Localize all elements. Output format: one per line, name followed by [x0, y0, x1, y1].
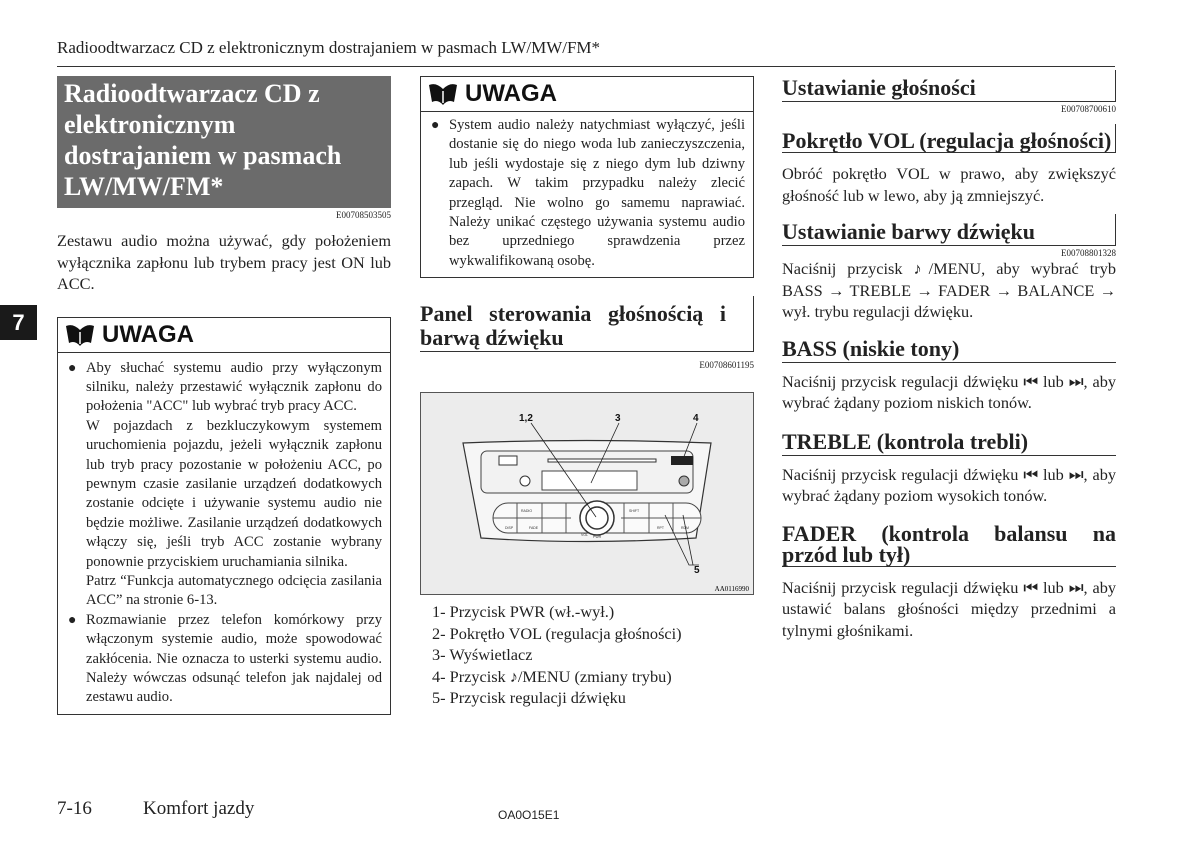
button-label: SHIFT: [629, 509, 640, 514]
legend-item: 1- Przycisk PWR (wł.-wył.): [432, 602, 615, 622]
warning-box: [420, 76, 754, 278]
warning-item: ● Aby słuchać systemu audio przy wyłączonym silniku, należy przestawić wyłącznik zapłonu do położenia "ACC" lub wybrać tryb pracy ACC. W pojazdach z bezkluczykowym systemem uruchomienia pojazdu, jeżeli wyłącznik zapłonu lub tryb pracy pozostanie w położeniu ACC, po pewnym czasie zasilanie urządzeń dodatkowych zostanie odcięte i używanie systemu audio nie będzie możliwe. Zasilanie urządzeń dodatkowych włączy się, jeśli tryb ACC zostanie wybrany ponownie przyciskiem uruchamiania silnika. Patrz “Funkcja automatycznego odcięcia zasilania ACC” na stronie 6-13.: [68, 359, 382, 611]
bullet-icon: ●: [68, 360, 77, 376]
section-heading: Ustawianie głośności: [782, 76, 1116, 102]
button-label: RADIO: [521, 509, 533, 514]
warning-label: UWAGA: [465, 80, 557, 107]
ref-code: E00708801328: [1061, 248, 1116, 258]
radio-panel-diagram: [420, 392, 754, 595]
open-book-icon: [64, 323, 96, 347]
header-rule: [57, 66, 1115, 67]
running-header: Radioodtwarzacz CD z elektronicznym dostrajaniem w pasmach LW/MW/FM*: [57, 38, 601, 57]
ref-code: E00708503505: [336, 210, 391, 220]
button-label: RDM: [681, 526, 689, 531]
paragraph: Naciśnij przycisk ♪/MENU, aby wybrać tryb BASS → TREBLE → FADER → BALANCE → wył. trybu regulacji dźwięku.: [782, 259, 1116, 321]
ref-code: E00708601195: [699, 360, 754, 371]
button-label: VOL: [581, 533, 589, 538]
paragraph: Obróć pokrętło VOL w prawo, aby zwiększyć głośność lub w lewo, aby ją zmniejszyć.: [782, 164, 1116, 205]
section-heading: TREBLE (kontrola trebli): [782, 430, 1116, 456]
section-title: Radioodtwarzacz CD z elektronicznym dostrajaniem w pasmach LW/MW/FM*: [57, 76, 391, 208]
page-number: 7-16: [57, 798, 92, 819]
section-heading: BASS (niskie tony): [782, 337, 1116, 363]
button-label: RPT: [657, 526, 664, 531]
callout-label: 1,2: [519, 413, 533, 425]
button-label: DISP: [505, 526, 514, 531]
section-heading: Pokrętło VOL (regulacja głośności): [782, 130, 1116, 153]
section-heading: Ustawianie barwy dźwięku: [782, 220, 1116, 246]
bullet-icon: ●: [68, 612, 77, 628]
callout-label: 3: [615, 413, 621, 425]
warning-header: [421, 77, 753, 112]
paragraph: Naciśnij przycisk regulacji dźwięku ⏮ lub ⏭, aby wybrać żądany poziom wysokich tonów.: [782, 464, 1116, 505]
warning-item: ● Rozmawianie przez telefon komórkowy przy włączonym systemie audio, może spowodować zakłócenia. Nie oznacza to usterki systemu audio. Należy wówczas odsunąć telefon jak najdalej od zestawu audio.: [68, 611, 382, 708]
chapter-tab: 7: [0, 305, 37, 340]
open-book-icon: [427, 82, 459, 106]
warning-label: UWAGA: [102, 320, 194, 348]
document-code: OA0O15E1: [498, 808, 560, 822]
intro-paragraph: Zestawu audio można używać, gdy położeniem wyłącznika zapłonu lub trybem pracy jest ON lub ACC.: [57, 231, 391, 293]
button-label: FADE: [529, 526, 539, 531]
paragraph: Naciśnij przycisk regulacji dźwięku ⏮ lub ⏭, aby wybrać żądany poziom niskich tonów.: [782, 371, 1116, 412]
right-column: [782, 76, 1116, 641]
warning-box: [57, 317, 391, 715]
warning-item: ● System audio należy natychmiast wyłączyć, jeśli dostanie się do niego woda lub zanieczyszczenia, lub jeśli wydostaje się z niego dym lub dziwny zapach. W takim przypadku należy zlecić przegląd. Nie wolno go samemu naprawiać. Należy unikać częstego używania systemu audio bez uprzedniego sprawdzenia przez wykwalifikowaną osobę.: [431, 116, 745, 271]
legend-item: 4- Przycisk ♪/MENU (zmiany trybu): [432, 666, 672, 686]
legend-item: 3- Wyświetlacz: [432, 645, 533, 665]
section-heading: FADER (kontrola balansu na przód lub tył): [782, 520, 1116, 567]
callout-label: 5: [694, 565, 700, 577]
legend-item: 5- Przycisk regulacji dźwięku: [432, 688, 626, 708]
middle-column: [420, 76, 754, 709]
warning-header: [58, 318, 390, 353]
callout-label: 4: [693, 413, 699, 425]
section-heading: Panel sterowania głośnością i barwą dźwięku: [420, 302, 754, 352]
button-label: PWR: [593, 535, 602, 540]
radio-panel-illustration: [421, 393, 753, 596]
legend-list: [420, 601, 754, 709]
paragraph: Naciśnij przycisk regulacji dźwięku ⏮ lub ⏭, aby ustawić balans głośności między przednimi a tylnymi głośnikami.: [782, 577, 1116, 640]
footer-section: Komfort jazdy: [143, 798, 255, 819]
legend-item: 2- Pokrętło VOL (regulacja głośności): [432, 623, 682, 643]
left-column: [57, 76, 391, 715]
figure-id: AA0116990: [714, 585, 749, 594]
ref-code: E00708700610: [1061, 104, 1116, 114]
bullet-icon: ●: [431, 118, 440, 133]
